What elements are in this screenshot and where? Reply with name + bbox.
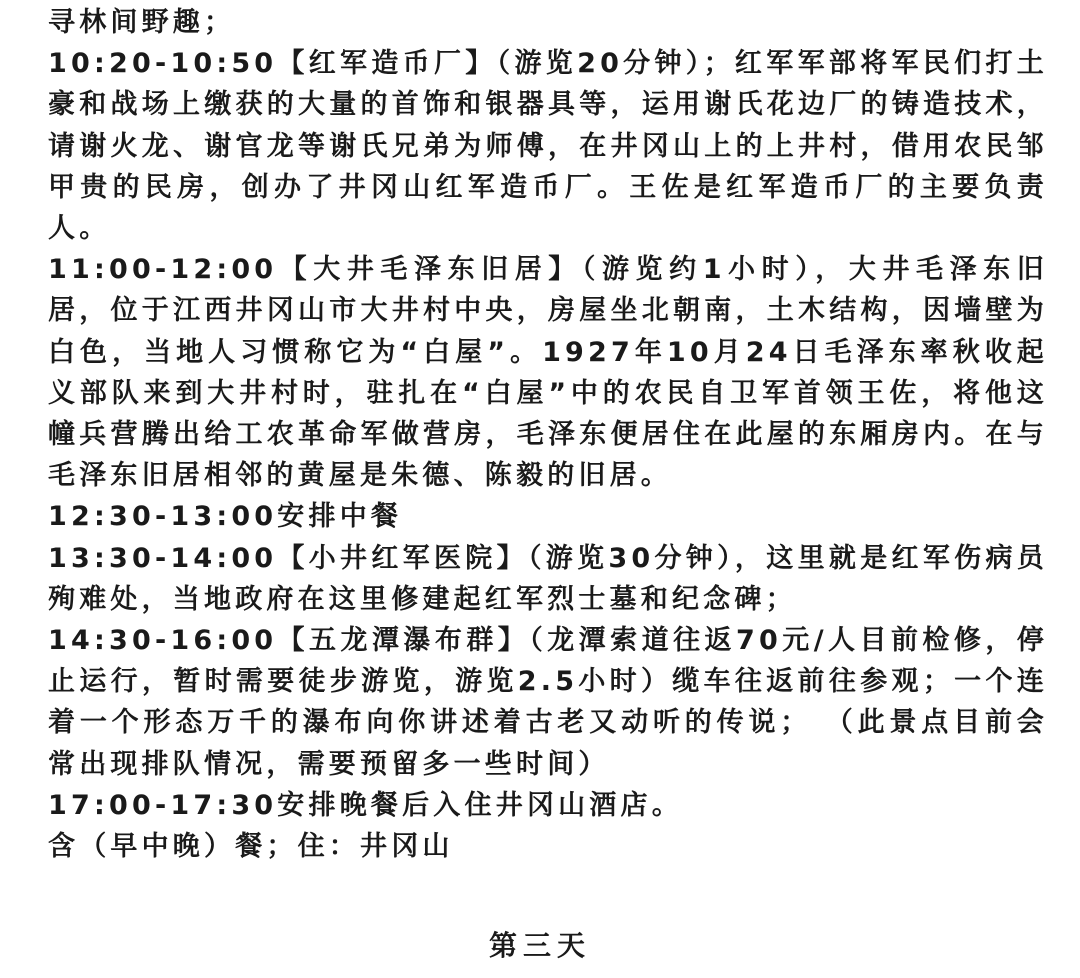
itinerary-line-dajing: 11:00-12:00【大井毛泽东旧居】（游览约1小时），大井毛泽东旧居，位于江西井冈山市大井村中央，房屋坐北朝南，土木结构，因墙壁为白色，当地人习惯称它为“白屋”。1927年10月24日毛泽东率秋收起义部队来到大井村时，驻扎在“白屋”中的农民自卫军首领王佐，将他这幢兵营腾出给工农革命军做营房，毛泽东便居住在此屋的东厢房内。在与毛泽东旧居相邻的黄屋是朱德、陈毅的旧居。 bbox=[48, 254, 1048, 492]
itinerary-text bbox=[48, 2, 1048, 867]
itinerary-line-lunch: 12:30-13:00安排中餐 bbox=[48, 501, 403, 533]
itinerary-line-hospital: 13:30-14:00【小井红军医院】（游览30分钟），这里就是红军伤病员殉难处，当地政府在这里修建起红军烈士墓和纪念碑； bbox=[48, 542, 1048, 615]
itinerary-line-dinner: 17:00-17:30安排晚餐后入住井冈山酒店。 bbox=[48, 789, 683, 821]
day-title: 第三天 bbox=[488, 929, 591, 962]
itinerary-line-waterfall: 14:30-16:00【五龙潭瀑布群】（龙潭索道往返70元/人目前检修，停止运行，暂时需要徒步游览，游览2.5小时）缆车往返前往参观；一个连着一个形态万千的瀑布向你讲述着古老又动听的传说； （此景点目前会常出现排队情况，需要预留多一些时间） bbox=[48, 625, 1048, 780]
itinerary-line-meals-stay: 含（早中晚）餐；住：井冈山 bbox=[48, 831, 454, 863]
itinerary-line-mint: 10:20-10:50【红军造币厂】（游览20分钟）；红军军部将军民们打土豪和战场上缴获的大量的首饰和银器具等，运用谢氏花边厂的铸造技术，请谢火龙、谢官龙等谢氏兄弟为师傅，在井冈山上的上井村，借用农民邹甲贵的民房，创办了井冈山红军造币厂。王佐是红军造币厂的主要负责人。 bbox=[48, 48, 1048, 245]
itinerary-line-intro: 寻林间野趣； bbox=[48, 7, 236, 38]
